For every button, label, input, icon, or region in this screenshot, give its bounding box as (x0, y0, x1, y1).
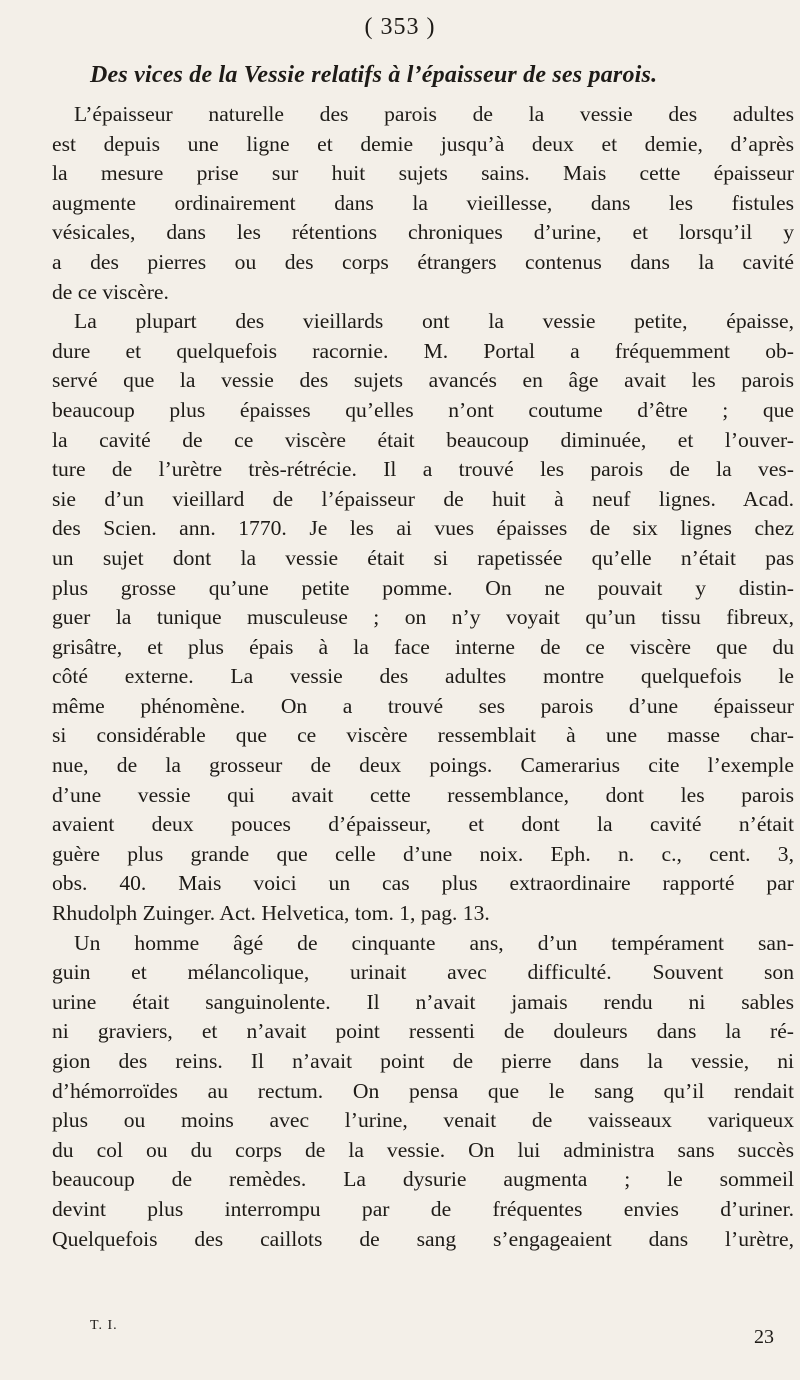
text-line: du col ou du corps de la vessie. On lui administra sans succès (52, 1137, 794, 1162)
text-line: beaucoup de remèdes. La dysurie augmenta ; le sommeil (52, 1167, 794, 1192)
text-line: grisâtre, et plus épais à la face interne de ce viscère que du (52, 634, 794, 659)
section-heading: Des vices de la Vessie relatifs à l’épaisseur de ses parois. (90, 62, 658, 88)
text-line: de ce viscère. (52, 279, 169, 304)
text-line: guère plus grande que celle d’une noix. Eph. n. c., cent. 3, (52, 841, 794, 866)
text-line: a des pierres ou des corps étrangers contenus dans la cavité (52, 249, 794, 274)
text-line: L’épaisseur naturelle des parois de la vessie des adultes (74, 102, 794, 126)
text-line: sie d’un vieillard de l’épaisseur de huit à neuf lignes. Acad. (52, 486, 794, 511)
text-line: si considérable que ce viscère ressemblait à une masse char- (52, 723, 794, 748)
page-number: ( 353 ) (364, 14, 436, 40)
text-line: ni graviers, et n’avait point ressenti de douleurs dans la ré- (52, 1019, 794, 1044)
text-line: devint plus interrompu par de fréquentes envies d’uriner. (52, 1196, 794, 1221)
text-line: Quelquefois des caillots de sang s’engageaient dans l’urètre, (52, 1226, 794, 1251)
text-line: ture de l’urètre très-rétrécie. Il a trouvé les parois de la ves- (52, 457, 794, 482)
text-line: avaient deux pouces d’épaisseur, et dont la cavité n’était (52, 812, 794, 837)
gathering-folio: 23 (754, 1326, 774, 1348)
text-line: même phénomène. On a trouvé ses parois d’une épaisseur (52, 693, 794, 718)
text-line: obs. 40. Mais voici un cas plus extraordinaire rapporté par (52, 871, 794, 896)
text-line: guin et mélancolique, urinait avec difficulté. Souvent son (52, 960, 794, 985)
text-line: Rhudolph Zuinger. Act. Helvetica, tom. 1, pag. 13. (52, 901, 490, 926)
text-line: plus grosse qu’une petite pomme. On ne pouvait y distin- (52, 575, 794, 600)
text-line: Un homme âgé de cinquante ans, d’un tempérament san- (74, 930, 794, 955)
text-line: d’hémorroïdes au rectum. On pensa que le sang qu’il rendait (52, 1078, 794, 1103)
text-line: beaucoup plus épaisses qu’elles n’ont coutume d’être ; que (52, 397, 794, 422)
text-line: La plupart des vieillards ont la vessie petite, épaisse, (74, 309, 794, 334)
signature-mark: T. I. (90, 1318, 118, 1333)
text-line: urine était sanguinolente. Il n’avait jamais rendu ni sables (52, 989, 794, 1014)
text-line: nue, de la grosseur de deux poings. Camerarius cite l’exemple (52, 753, 794, 778)
text-line: la mesure prise sur huit sujets sains. Mais cette épaisseur (52, 161, 794, 186)
text-line: des Scien. ann. 1770. Je les ai vues épaisses de six lignes chez (52, 516, 794, 541)
text-line: servé que la vessie des sujets avancés en âge avait les parois (52, 368, 794, 393)
text-line: un sujet dont la vessie était si rapetissée qu’elle n’était pas (52, 545, 794, 570)
page-footer (52, 1320, 794, 1360)
text-line: gion des reins. Il n’avait point de pierre dans la vessie, ni (52, 1049, 794, 1073)
text-line: dure et quelquefois racornie. M. Portal a fréquemment ob- (52, 338, 794, 363)
text-line: plus ou moins avec l’urine, venait de vaisseaux variqueux (52, 1108, 794, 1133)
text-line: guer la tunique musculeuse ; on n’y voyait qu’un tissu fibreux, (52, 605, 794, 630)
text-line: la cavité de ce viscère était beaucoup diminuée, et l’ouver- (52, 427, 794, 452)
body-text (52, 100, 794, 1254)
text-line: augmente ordinairement dans la vieillesse, dans les fistules (52, 190, 794, 215)
text-line: vésicales, dans les rétentions chroniques d’urine, et lorsqu’il y (52, 220, 794, 245)
text-line: est depuis une ligne et demie jusqu’à deux et demie, d’après (52, 131, 794, 156)
text-line: côté externe. La vessie des adultes montre quelquefois le (52, 664, 794, 689)
text-line: d’une vessie qui avait cette ressemblance, dont les parois (52, 782, 794, 807)
